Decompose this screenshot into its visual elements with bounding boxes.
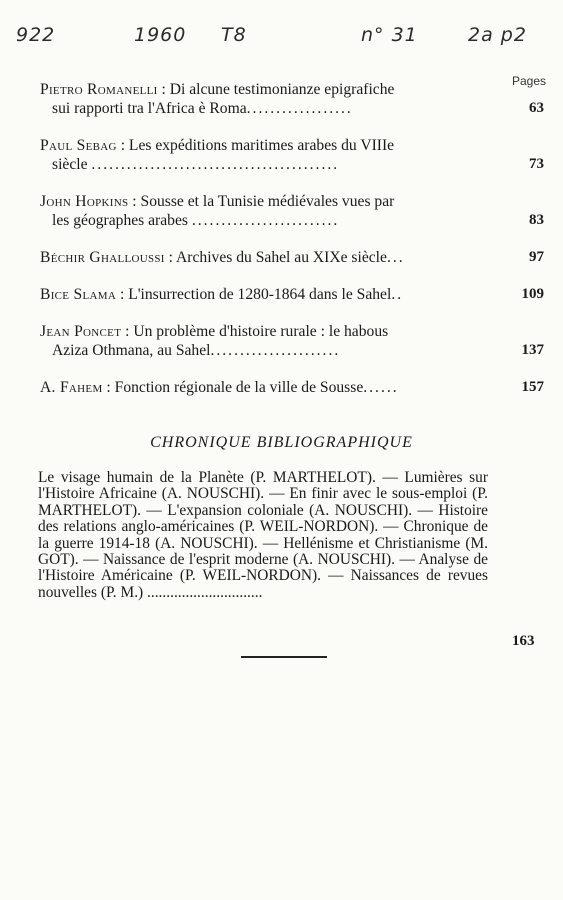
toc-entry (40, 248, 544, 267)
chronique-paragraph: Le visage humain de la Planète (P. MARTHELOT). — Lumières sur l'Histoire Africaine (A. NOUSCHI). — En finir avec le sous-emploi (P. MARTHELOT). — L'expansion coloniale (A. NOUSCHI). — Histoire des relations anglo-américaines (P. WEIL-NORDON). — Chronique de la guerre 1914-18 (A. NOUSCHI). — Hellénisme et Christianisme (M. GOT). — Naissance de l'esprit moderne (A. NOUSCHI). — Analyse de l'Histoire Américaine (P. WEIL-NORDON). — Naissances de revues nouvelles (P. M.) .............................. (38, 469, 488, 601)
entry-page: 63 (529, 100, 544, 116)
entry-page: 137 (521, 342, 544, 358)
entry-page: 109 (521, 286, 544, 302)
entry-title-cont: Aziza Othmana, au Sahel (52, 342, 211, 359)
pages-column-header: Pages (512, 74, 547, 88)
entry-title: : L'insurrection de 1280-1864 dans le Sahel (116, 286, 392, 303)
toc-entry (40, 136, 544, 174)
hand-note-c: T8 (221, 24, 247, 46)
leader-dots: .................. (246, 100, 353, 117)
hand-note-a: 922 (16, 24, 56, 46)
leader-dots: .......................................... (91, 156, 340, 173)
entry-title: : Archives du Sahel au XIXe siècle (164, 249, 387, 266)
entry-author: Bice Slama (40, 286, 117, 303)
leader-dots: ...... (363, 379, 399, 396)
entry-author: John Hopkins (40, 193, 129, 210)
divider-rule (241, 656, 327, 658)
hand-note-b: 1960 (134, 24, 187, 46)
leader-dots: .. (391, 286, 404, 303)
entry-author: Béchir Ghalloussi (40, 249, 165, 266)
entry-title: : Les expéditions maritimes arabes du VIIIe (116, 137, 395, 154)
entry-author: Paul Sebag (40, 137, 117, 154)
hand-note-e: 2a p2 (468, 24, 527, 46)
leader-dots: ...................... (210, 342, 341, 359)
entry-title: : Fonction régionale de la ville de Sousse (102, 379, 364, 396)
entry-title-cont: sui rapporti tra l'Africa è Roma (52, 100, 247, 117)
entry-page: 83 (529, 212, 544, 228)
entry-title: : Un problème d'histoire rurale : le habous (121, 323, 389, 340)
entry-page: 157 (521, 379, 544, 395)
hand-note-d: n° 31 (361, 24, 418, 46)
entry-author: Jean Poncet (40, 323, 122, 340)
entry-title-cont: siècle (52, 156, 88, 173)
leader-dots: ......................... (191, 212, 340, 229)
toc-entry (40, 285, 544, 304)
entry-title: : Sousse et la Tunisie médiévales vues par (128, 193, 395, 210)
entry-title: : Di alcune testimonianze epigrafiche (157, 81, 395, 98)
entry-author: Pietro Romanelli (40, 81, 158, 98)
entry-page: 97 (529, 249, 544, 265)
leader-dots: ... (386, 249, 405, 266)
entry-page: 73 (529, 156, 544, 172)
toc-entry (40, 378, 544, 397)
entry-author: A. Fahem (40, 379, 103, 396)
toc-entry (40, 322, 544, 360)
section-title: CHRONIQUE BIBLIOGRAPHIQUE (150, 434, 413, 451)
toc-entry (40, 192, 544, 230)
entry-title-cont: les géographes arabes (52, 212, 188, 229)
handwritten-annotation (16, 24, 556, 54)
chronique-page: 163 (512, 633, 535, 649)
